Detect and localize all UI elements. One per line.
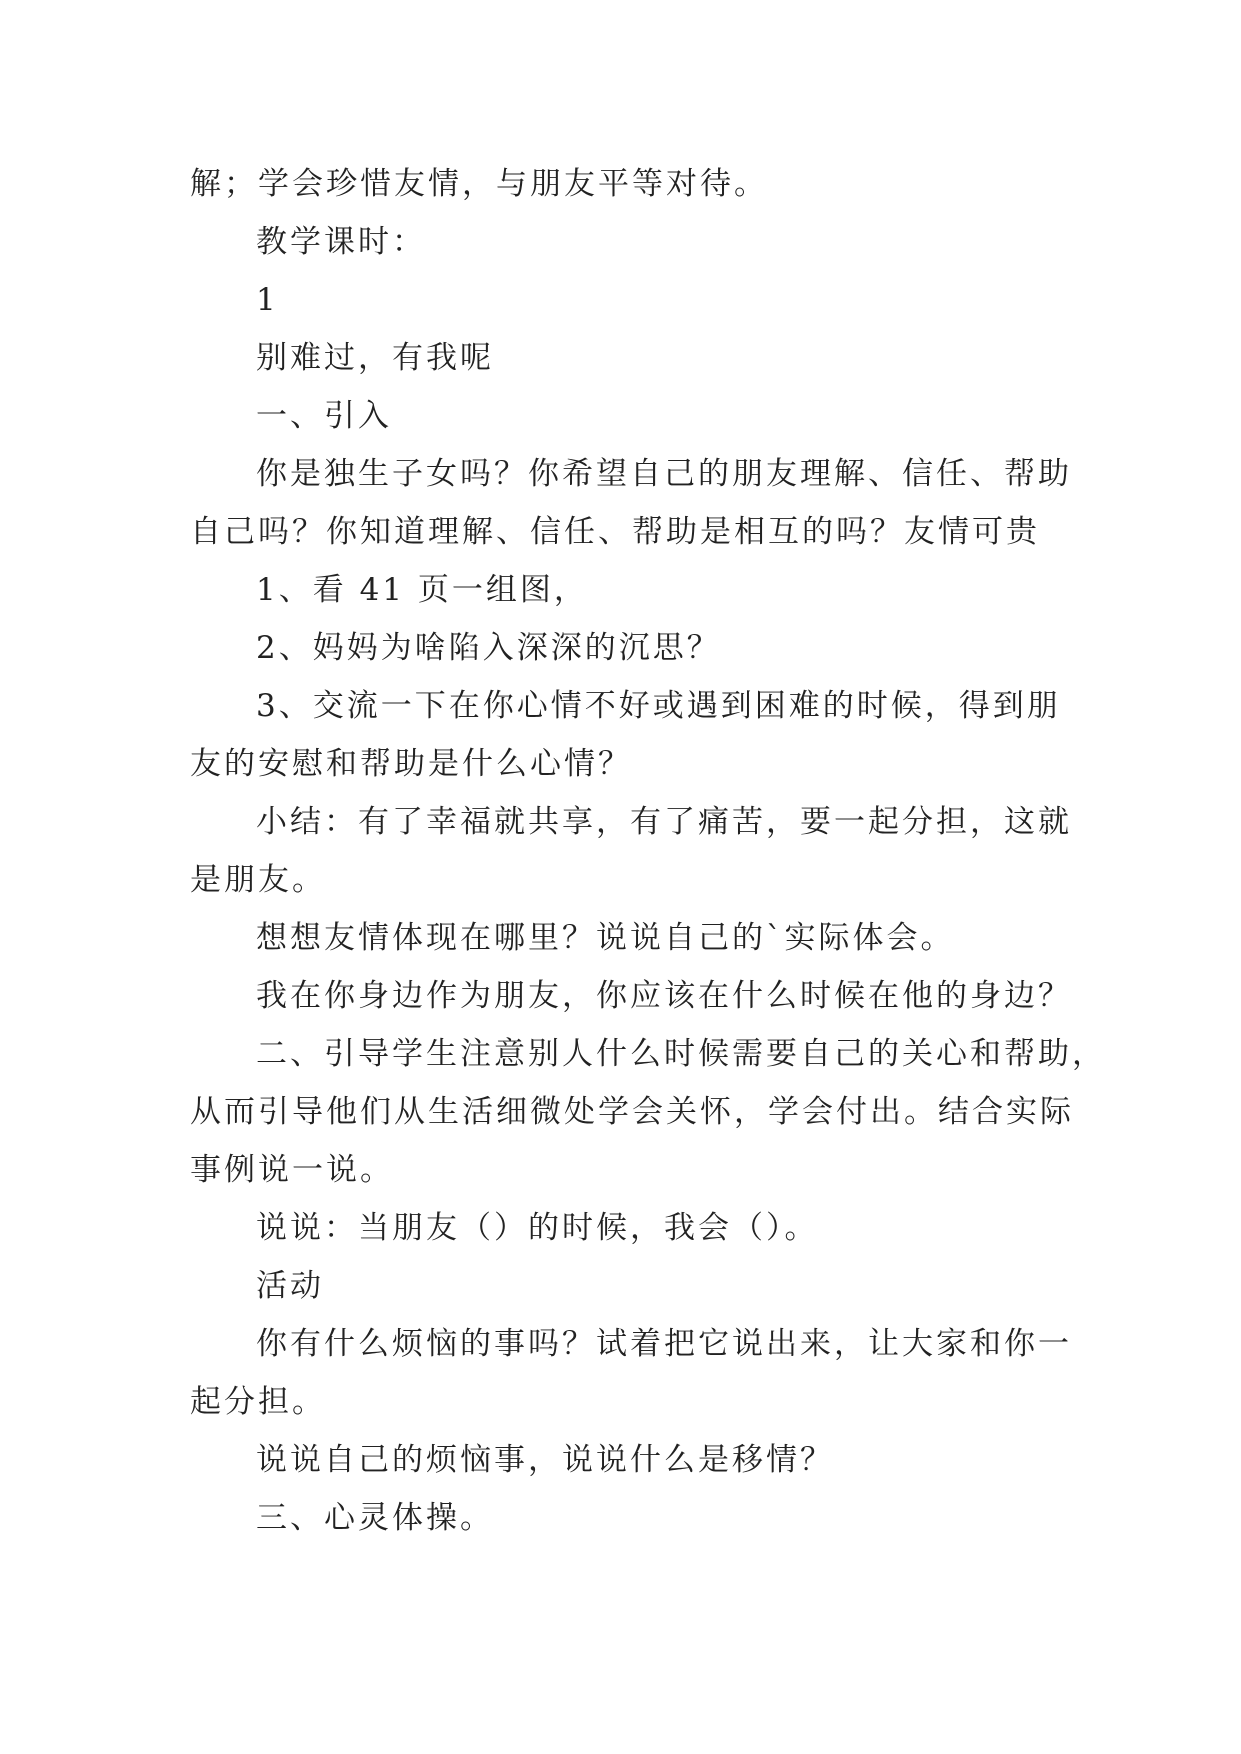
text-line: 二、引导学生注意别人什么时候需要自己的关心和帮助， bbox=[256, 1036, 1106, 1072]
text-line: 1 bbox=[256, 282, 279, 318]
text-line: 你有什么烦恼的事吗？试着把它说出来，让大家和你一 bbox=[256, 1326, 1072, 1362]
text-line: 教学课时： bbox=[256, 224, 426, 260]
text-line: 三、心灵体操。 bbox=[256, 1500, 494, 1536]
text-line: 说说自己的烦恼事，说说什么是移情？ bbox=[256, 1442, 834, 1478]
text-line: 友的安慰和帮助是什么心情？ bbox=[190, 746, 632, 782]
text-line: 是朋友。 bbox=[190, 862, 326, 898]
text-line: 说说：当朋友（）的时候，我会（）。 bbox=[256, 1210, 819, 1246]
text-line: 自己吗？你知道理解、信任、帮助是相互的吗？友情可贵 bbox=[190, 514, 1040, 550]
text-line: 别难过，有我呢 bbox=[256, 340, 494, 376]
text-line: 1、看 41 页一组图， bbox=[256, 572, 588, 608]
text-line: 起分担。 bbox=[190, 1384, 326, 1420]
text-line: 解；学会珍惜友情，与朋友平等对待。 bbox=[190, 166, 768, 202]
text-line: 从而引导他们从生活细微处学会关怀，学会付出。结合实际 bbox=[190, 1094, 1074, 1130]
text-line: 小结：有了幸福就共享，有了痛苦，要一起分担，这就 bbox=[256, 804, 1072, 840]
text-line: 想想友情体现在哪里？说说自己的`实际体会。 bbox=[256, 920, 955, 956]
text-line: 我在你身边作为朋友，你应该在什么时候在他的身边？ bbox=[256, 978, 1072, 1014]
text-line: 你是独生子女吗？你希望自己的朋友理解、信任、帮助 bbox=[256, 456, 1072, 492]
text-line: 2、妈妈为啥陷入深深的沉思？ bbox=[256, 630, 721, 666]
text-line: 事例说一说。 bbox=[190, 1152, 394, 1188]
text-line: 一、引入 bbox=[256, 398, 392, 434]
text-line: 3、交流一下在你心情不好或遇到困难的时候，得到朋 bbox=[256, 688, 1061, 724]
text-line: 活动 bbox=[256, 1268, 324, 1304]
